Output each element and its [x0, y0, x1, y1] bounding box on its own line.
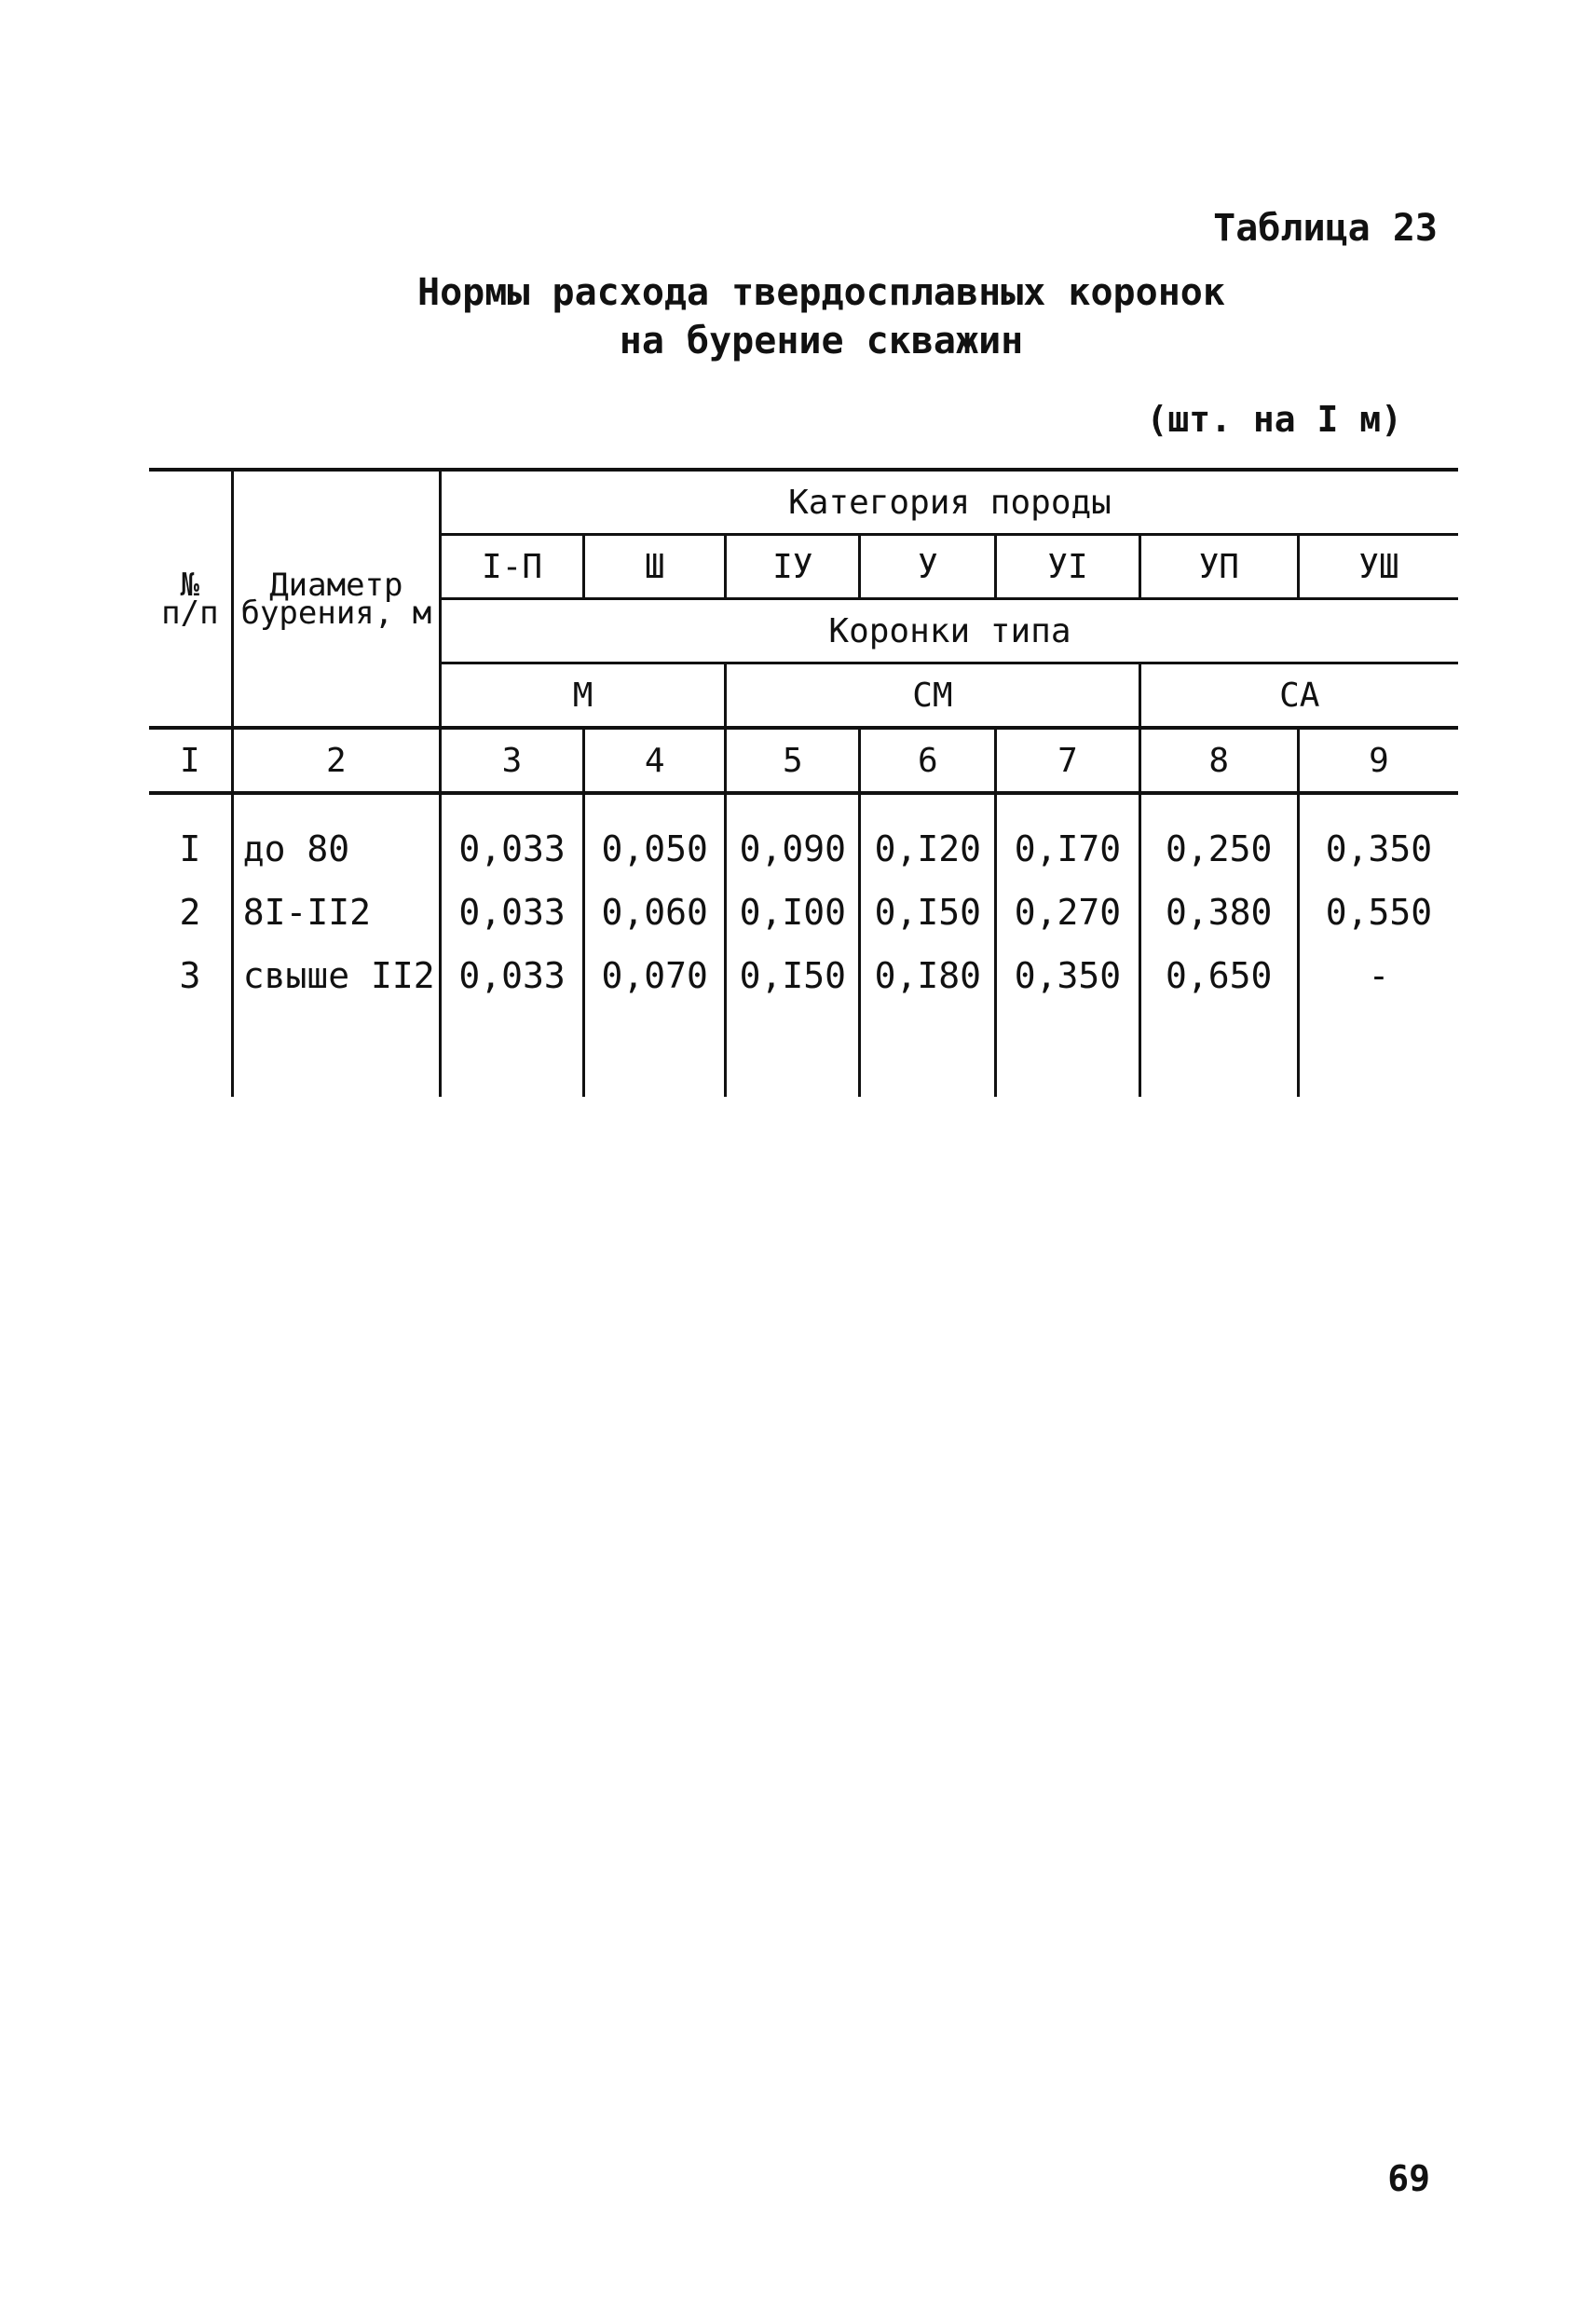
row-diameter: до 80 [232, 793, 440, 881]
category-cell: УI [996, 535, 1139, 599]
value-cell: 0,I50 [860, 881, 996, 944]
header-types-caption: Коронки типа [440, 599, 1458, 663]
row-number: 2 [149, 881, 232, 944]
column-number: 5 [726, 728, 860, 793]
table-row [149, 881, 1458, 944]
column-number: 4 [584, 728, 726, 793]
units-note: (шт. на I м) [1146, 399, 1402, 440]
category-cell: УШ [1298, 535, 1458, 599]
table-title [0, 268, 1596, 365]
value-cell: 0,I70 [996, 793, 1139, 881]
column-number: 3 [440, 728, 583, 793]
value-cell: 0,270 [996, 881, 1139, 944]
value-cell: 0,250 [1139, 793, 1298, 881]
column-number: 7 [996, 728, 1139, 793]
norms-table [149, 468, 1458, 1097]
column-number: 9 [1298, 728, 1458, 793]
column-number: 8 [1139, 728, 1298, 793]
title-line-2: на бурение скважин [619, 320, 1024, 362]
category-cell: I-П [440, 535, 583, 599]
value-cell: 0,I20 [860, 793, 996, 881]
row-diameter: свыше II2 [232, 944, 440, 1007]
value-cell: 0,050 [584, 793, 726, 881]
value-cell: 0,350 [1298, 793, 1458, 881]
value-cell: 0,090 [726, 793, 860, 881]
value-cell: 0,350 [996, 944, 1139, 1007]
value-cell: 0,033 [440, 881, 583, 944]
page-number: 69 [1387, 2158, 1430, 2199]
value-cell: 0,I00 [726, 881, 860, 944]
type-cell: СА [1139, 663, 1458, 729]
row-number: 3 [149, 944, 232, 1007]
category-cell: IУ [726, 535, 860, 599]
table-spacer-row [149, 1007, 1458, 1097]
value-cell: - [1298, 944, 1458, 1007]
category-cell: Ш [584, 535, 726, 599]
row-number: I [149, 793, 232, 881]
column-number: 2 [232, 728, 440, 793]
table-row [149, 944, 1458, 1007]
value-cell: 0,650 [1139, 944, 1298, 1007]
value-cell: 0,033 [440, 793, 583, 881]
value-cell: 0,070 [584, 944, 726, 1007]
header-category-caption: Категория породы [440, 470, 1458, 535]
value-cell: 0,060 [584, 881, 726, 944]
type-cell: М [440, 663, 725, 729]
type-cell: СМ [726, 663, 1139, 729]
value-cell: 0,I50 [726, 944, 860, 1007]
title-line-1: Нормы расхода твердосплавных коронок [417, 271, 1225, 314]
value-cell: 0,033 [440, 944, 583, 1007]
header-diameter: Диаметр бурения, м [232, 470, 440, 728]
header-num: № п/п [149, 470, 232, 728]
row-diameter: 8I-II2 [232, 881, 440, 944]
column-number: 6 [860, 728, 996, 793]
category-cell: У [860, 535, 996, 599]
value-cell: 0,380 [1139, 881, 1298, 944]
table-row [149, 793, 1458, 881]
table-label: Таблица 23 [1213, 207, 1438, 250]
value-cell: 0,550 [1298, 881, 1458, 944]
category-cell: УП [1139, 535, 1298, 599]
column-number: I [149, 728, 232, 793]
value-cell: 0,I80 [860, 944, 996, 1007]
